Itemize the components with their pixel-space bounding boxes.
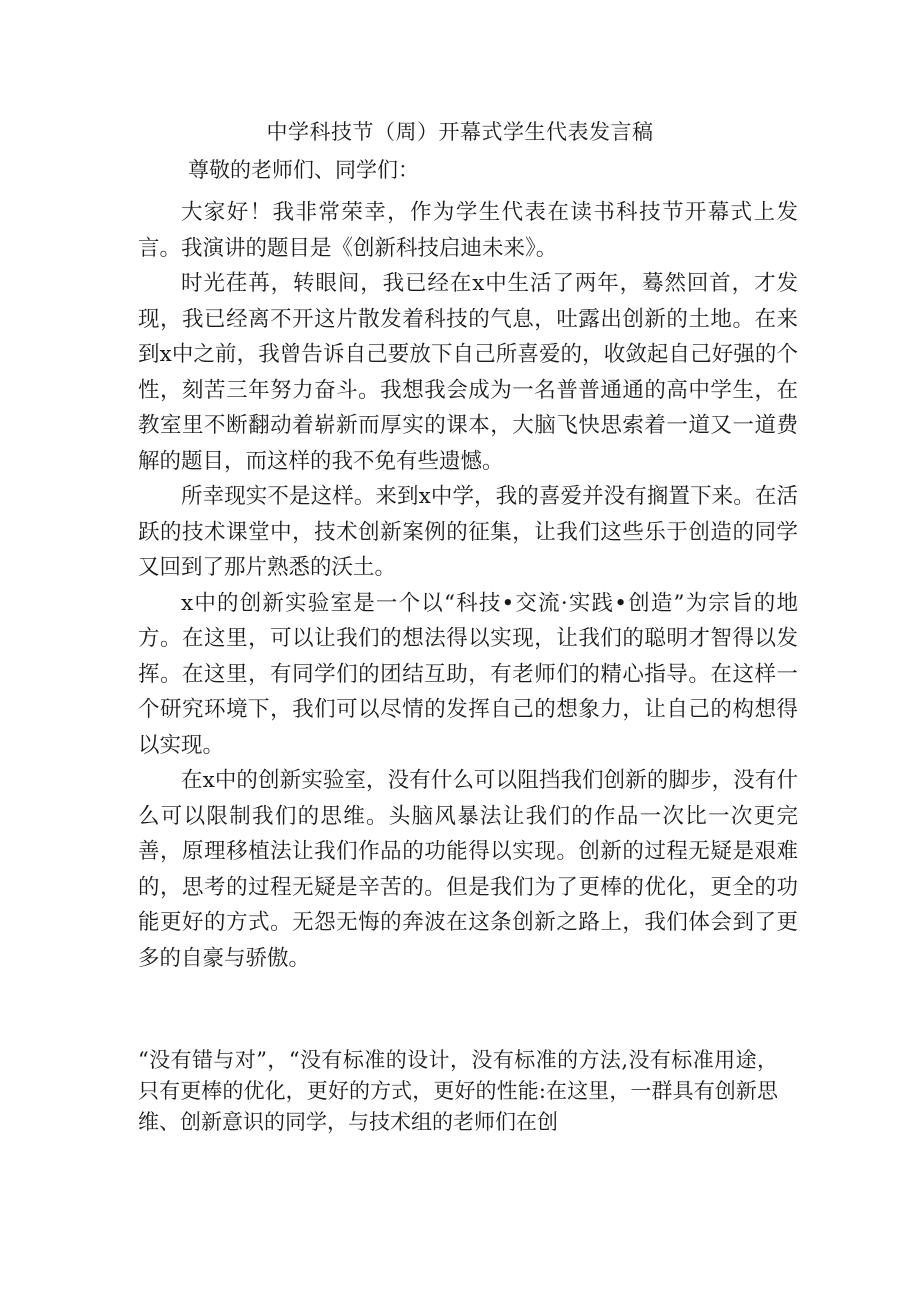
paragraph-time: 时光荏苒，转眼间，我已经在x中生活了两年，蓦然回首，才发现，我已经离不开这片散发着科技的气息，吐露出创新的土地。在来到x中之前，我曾告诉自己要放下自己所喜爱的，收敛起自己好强的个性，刻苦三年努力奋斗。我想我会成为一名普普通通的高中学生，在教室里不断翻动着崭新而厚实的课本，大脑飞快思索着一道又一道费解的题目，而这样的我不免有些遗憾。: [138, 271, 798, 474]
paragraph-reality: 所幸现实不是这样。来到x中学，我的喜爱并没有搁置下来。在活跃的技术课堂中，技术创新案例的征集，让我们这些乐于创造的同学又回到了那片熟悉的沃土。: [138, 484, 798, 580]
speech-tail: [138, 1045, 778, 1138]
salutation: 尊敬的老师们、同学们：: [188, 158, 419, 182]
paragraph-greeting: 大家好！我非常荣幸，作为学生代表在读书科技节开幕式上发言。我演讲的题目是《创新科技启迪未来》。: [138, 200, 798, 261]
speech-body: [138, 195, 798, 976]
document-title: 中学科技节（周）开幕式学生代表发言稿: [266, 120, 654, 144]
paragraph-lab: x中的创新实验室是一个以“科技•交流·实践•创造”为宗旨的地方。在这里，可以让我们的想法得以实现，让我们的聪明才智得以发挥。在这里，有同学们的团结互助，有老师们的精心指导。在这样一个研究环境下，我们可以尽情的发挥自己的想象力，让自己的构想得以实现。: [138, 590, 798, 758]
paragraph-tail: “没有错与对”，“没有标准的设计，没有标准的方法,没有标准用途，只有更棒的优化，更好的方式，更好的性能:在这里，一群具有创新思维、创新意识的同学，与技术组的老师们在创: [138, 1048, 778, 1134]
paragraph-innovation: 在x中的创新实验室，没有什么可以阻挡我们创新的脚步，没有什么可以限制我们的思维。头脑风暴法让我们的作品一次比一次更完善，原理移植法让我们作品的功能得以实现。创新的过程无疑是艰难的，思考的过程无疑是辛苦的。但是我们为了更棒的优化，更全的功能更好的方式。无怨无悔的奔波在这条创新之路上，我们体会到了更多的自豪与骄傲。: [138, 768, 798, 971]
